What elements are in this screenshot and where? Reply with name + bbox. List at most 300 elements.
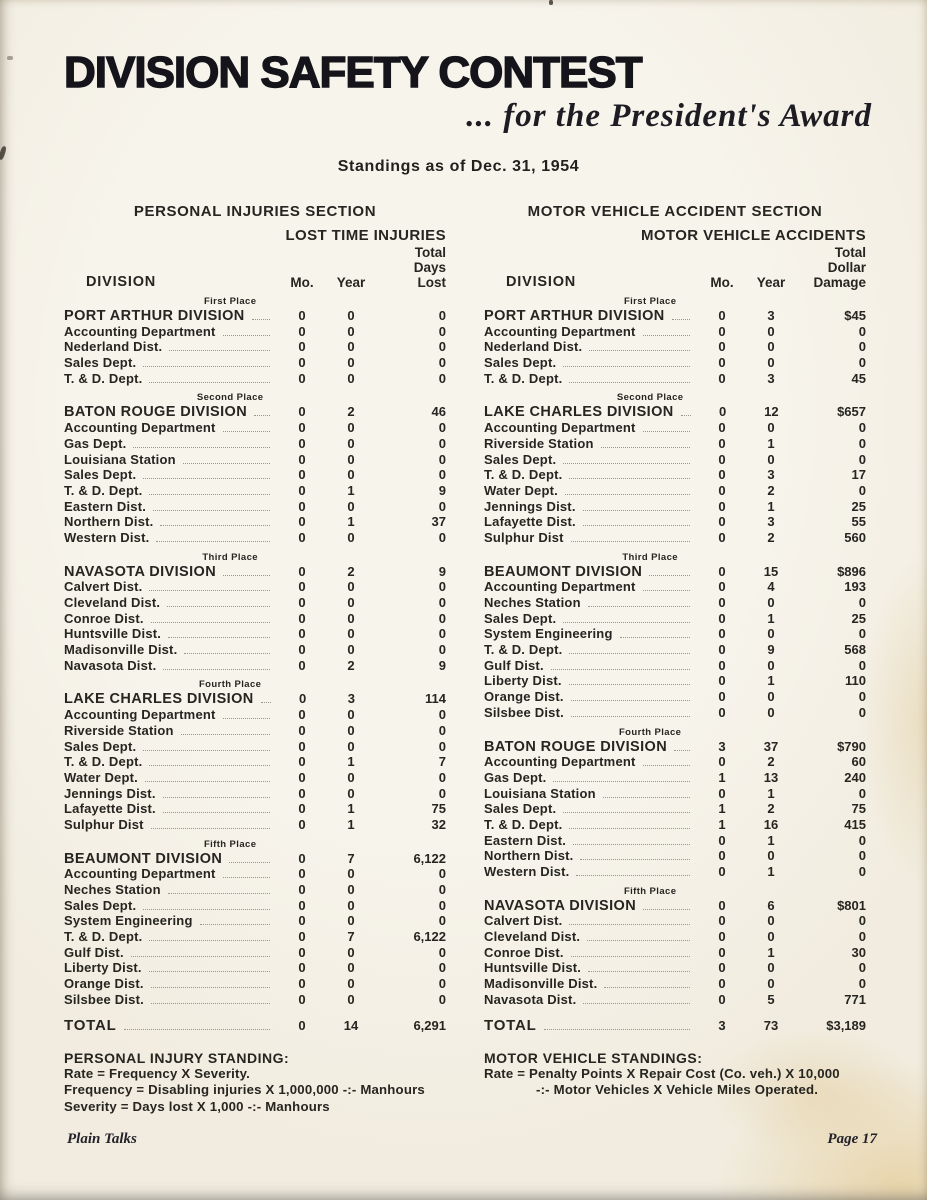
department-name: Accounting Department [64, 707, 216, 723]
department-name: Eastern Dist. [64, 498, 147, 514]
table-row [64, 992, 446, 1008]
total-value: 25 [851, 498, 866, 514]
table-row [64, 579, 446, 595]
table-row [484, 976, 866, 992]
dotted-leader [563, 812, 690, 813]
year-column-header: Year [756, 275, 786, 290]
total-value: 0 [438, 435, 446, 451]
measure-title: MOTOR VEHICLE ACCIDENTS [640, 227, 866, 244]
total-value: 55 [851, 514, 866, 530]
total-value: 0 [438, 913, 446, 929]
table-row [484, 673, 866, 689]
dotted-leader [569, 684, 690, 685]
dotted-leader [620, 637, 690, 638]
year-value: 3 [767, 370, 775, 386]
month-value: 0 [718, 435, 726, 451]
total-row [484, 1017, 866, 1035]
place-label: First Place [623, 296, 677, 307]
year-value: 0 [347, 944, 355, 960]
month-value: 3 [718, 738, 726, 754]
year-value: 1 [767, 610, 775, 626]
table-row [64, 404, 446, 420]
table-row [484, 642, 866, 658]
total-value: 0 [438, 707, 446, 723]
dotted-leader [163, 669, 270, 670]
total-value: 0 [858, 435, 866, 451]
table-row [484, 564, 866, 580]
table-row [64, 929, 446, 945]
department-name: Sales Dept. [64, 897, 137, 913]
year-value: 15 [763, 563, 779, 579]
total-value: 32 [431, 816, 446, 832]
total-value: 0 [438, 323, 446, 339]
table-row [484, 929, 866, 945]
department-name: Eastern Dist. [484, 832, 567, 848]
month-value: 0 [298, 1017, 306, 1033]
table-row [484, 530, 866, 546]
year-value: 6 [767, 897, 775, 913]
year-value: 73 [763, 1017, 779, 1033]
dotted-leader [563, 366, 690, 367]
table-row [64, 642, 446, 658]
department-name: Silsbee Dist. [484, 704, 564, 720]
year-value: 14 [343, 1017, 359, 1033]
place-group [484, 552, 866, 721]
dotted-leader [643, 431, 690, 432]
dotted-leader [569, 653, 690, 654]
year-value: 0 [347, 913, 355, 929]
month-value: 0 [718, 514, 726, 530]
month-value: 0 [718, 785, 726, 801]
month-value: 0 [298, 816, 306, 832]
year-value: 0 [767, 355, 775, 371]
month-value: 0 [298, 308, 306, 323]
department-name: Accounting Department [484, 420, 636, 436]
total-value: 771 [844, 991, 866, 1007]
department-name: Water Dept. [484, 482, 558, 498]
month-value: 1 [718, 801, 726, 817]
dotted-leader [143, 366, 270, 367]
place-label: Second Place [196, 392, 264, 404]
table-row [64, 452, 446, 468]
department-name: Liberty Dist. [484, 673, 562, 689]
year-value: 4 [767, 579, 775, 595]
table-row [484, 626, 866, 642]
month-value: 0 [298, 339, 306, 355]
department-name: T. & D. Dept. [64, 370, 143, 386]
table-row [484, 308, 866, 324]
year-value: 0 [767, 848, 775, 864]
dotted-leader [229, 862, 270, 863]
dotted-leader [200, 924, 270, 925]
table-row [484, 705, 866, 721]
department-name: Neches Station [64, 882, 161, 897]
total-value: 9 [438, 657, 446, 673]
dotted-leader [565, 494, 690, 495]
place-group [484, 727, 866, 880]
year-value: 2 [767, 801, 775, 817]
table-row [484, 404, 866, 420]
year-value: 2 [347, 563, 355, 579]
table-row [484, 595, 866, 611]
department-name: Orange Dist. [64, 976, 144, 992]
table-row [484, 611, 866, 627]
month-value: 0 [298, 722, 306, 738]
year-value: 0 [347, 707, 355, 723]
month-value: 0 [718, 944, 726, 960]
dotted-leader [168, 893, 270, 894]
dotted-leader [601, 447, 690, 448]
table-row [64, 467, 446, 483]
dotted-leader [571, 716, 690, 717]
dotted-leader [569, 828, 690, 829]
department-name: Riverside Station [484, 435, 594, 451]
table-row [64, 420, 446, 436]
table-row [484, 689, 866, 705]
table-row [484, 913, 866, 929]
table-row [484, 801, 866, 817]
month-value: 0 [298, 929, 306, 945]
total-value: 0 [438, 944, 446, 960]
page-number: Page 17 [827, 1131, 877, 1147]
division-name: NAVASOTA DIVISION [64, 563, 217, 580]
place-group [64, 839, 446, 1008]
total-value: 0 [438, 420, 446, 436]
department-name: Accounting Department [484, 579, 636, 595]
month-value: 0 [298, 882, 306, 897]
year-value: 0 [347, 339, 355, 355]
month-value: 0 [718, 913, 726, 929]
year-value: 12 [764, 404, 779, 420]
formula-line: Rate = Penalty Points X Repair Cost (Co. veh.) X 10,000 [484, 1065, 840, 1081]
table-row [484, 452, 866, 468]
total-value: 0 [858, 848, 866, 864]
total-value: 0 [858, 626, 866, 642]
place-label: Third Place [202, 551, 258, 563]
dotted-leader [571, 956, 690, 957]
total-value: 0 [438, 960, 446, 976]
motor-vehicle-column [484, 203, 866, 1099]
department-name: Sales Dept. [484, 801, 557, 817]
year-value: 0 [347, 897, 355, 913]
month-value: 0 [298, 626, 306, 642]
department-name: Calvert Dist. [484, 913, 563, 929]
dotted-leader [156, 541, 270, 542]
dotted-leader [223, 877, 270, 878]
month-value: 0 [718, 929, 726, 945]
department-name: Orange Dist. [484, 689, 564, 705]
table-row [64, 355, 446, 371]
month-value: 0 [298, 370, 306, 386]
division-name: LAKE CHARLES DIVISION [484, 404, 674, 421]
year-value: 1 [767, 785, 775, 801]
dotted-leader [149, 971, 270, 972]
department-name: Calvert Dist. [64, 579, 143, 595]
dotted-leader [571, 700, 690, 701]
place-group [484, 392, 866, 545]
division-name: BEAUMONT DIVISION [484, 563, 643, 580]
month-value: 0 [298, 991, 306, 1007]
total-value: 0 [858, 976, 866, 992]
table-row [484, 848, 866, 864]
department-name: Nederland Dist. [64, 339, 163, 355]
month-value: 0 [718, 642, 726, 658]
dotted-leader [149, 590, 270, 591]
motor-vehicle-table [484, 296, 866, 1035]
dotted-leader [149, 382, 270, 383]
personal-injuries-table [64, 296, 446, 1035]
department-name: Sales Dept. [484, 451, 557, 467]
total-value: 17 [851, 467, 866, 483]
dotted-leader [643, 590, 690, 591]
personal-injuries-column [64, 203, 446, 1115]
year-value: 1 [347, 482, 355, 498]
table-row [484, 483, 866, 499]
dotted-leader [569, 924, 690, 925]
year-value: 0 [347, 976, 355, 992]
total-value: 0 [858, 913, 866, 929]
year-value: 7 [347, 850, 355, 866]
month-value: 0 [718, 420, 726, 436]
total-value: 75 [851, 801, 866, 817]
dotted-leader [160, 525, 270, 526]
dotted-leader [223, 718, 270, 719]
year-value: 1 [347, 514, 355, 530]
year-value: 3 [767, 467, 775, 483]
month-value: 0 [718, 991, 726, 1007]
dotted-leader [589, 350, 690, 351]
month-value: 0 [718, 451, 726, 467]
division-name: BEAUMONT DIVISION [64, 850, 223, 867]
department-name: System Engineering [64, 913, 193, 929]
dotted-leader [169, 350, 270, 351]
dotted-leader [223, 575, 270, 576]
department-name: Huntsville Dist. [64, 626, 162, 642]
dotted-leader [143, 478, 270, 479]
year-value: 9 [767, 642, 775, 658]
year-value: 2 [347, 404, 355, 420]
month-value: 1 [718, 769, 726, 785]
year-value: 0 [767, 704, 775, 720]
dotted-leader [261, 702, 271, 703]
division-name: TOTAL [64, 1016, 117, 1034]
table-row [484, 355, 866, 371]
total-value: 6,291 [413, 1017, 446, 1033]
table-row [484, 436, 866, 452]
month-value: 0 [298, 451, 306, 467]
table-row [484, 898, 866, 914]
year-value: 0 [347, 769, 355, 785]
dotted-leader [643, 335, 690, 336]
year-value: 0 [347, 435, 355, 451]
department-name: Sales Dept. [484, 355, 557, 371]
department-name: Western Dist. [484, 864, 570, 879]
department-name: T. & D. Dept. [64, 754, 143, 770]
table-row [64, 483, 446, 499]
month-column-header: Mo. [290, 275, 314, 290]
total-value: $896 [837, 563, 866, 579]
total-value: 0 [858, 864, 866, 879]
table-row [64, 691, 446, 707]
total-value: 0 [858, 832, 866, 848]
department-name: Nederland Dist. [484, 339, 583, 355]
month-value: 0 [718, 848, 726, 864]
department-name: T. & D. Dept. [64, 929, 143, 945]
total-value: 415 [844, 816, 866, 832]
month-value: 3 [718, 1017, 726, 1033]
table-row [484, 420, 866, 436]
department-name: Sulphur Dist [64, 816, 144, 832]
total-value: 0 [438, 785, 446, 801]
department-name: Louisiana Station [64, 451, 176, 467]
formula-line: Rate = Frequency X Severity. [64, 1065, 251, 1081]
dotted-leader [145, 781, 270, 782]
department-name: T. & D. Dept. [64, 482, 143, 498]
dotted-leader [252, 319, 270, 320]
total-value: 0 [858, 595, 866, 610]
year-value: 7 [347, 929, 355, 945]
dotted-leader [181, 734, 270, 735]
total-value: 0 [438, 991, 446, 1007]
year-value: 0 [767, 339, 775, 355]
month-value: 0 [298, 897, 306, 913]
total-value: 0 [858, 451, 866, 467]
dotted-leader [643, 765, 690, 766]
dotted-leader [583, 525, 690, 526]
dotted-leader [151, 622, 270, 623]
month-value: 0 [298, 610, 306, 626]
month-value: 0 [718, 657, 726, 673]
year-value: 2 [347, 657, 355, 673]
table-row [64, 817, 446, 833]
table-row [64, 658, 446, 674]
department-name: Lafayette Dist. [64, 801, 156, 817]
department-name: Sales Dept. [64, 738, 137, 754]
year-value: 3 [767, 308, 775, 323]
month-value: 0 [718, 832, 726, 848]
year-value: 0 [767, 657, 775, 673]
year-value: 0 [347, 467, 355, 483]
total-value: 0 [438, 467, 446, 483]
year-value: 0 [767, 451, 775, 467]
dotted-leader [583, 1003, 690, 1004]
month-value: 0 [718, 355, 726, 371]
year-value: 0 [347, 626, 355, 642]
year-value: 1 [767, 673, 775, 689]
year-value: 0 [767, 420, 775, 436]
month-value: 0 [718, 579, 726, 595]
dotted-leader [580, 859, 690, 860]
dotted-leader [603, 797, 690, 798]
division-column-header: DIVISION [86, 274, 157, 290]
place-label: Third Place [622, 551, 678, 563]
month-value: 0 [298, 785, 306, 801]
table-row [64, 324, 446, 340]
month-value: 0 [718, 339, 726, 355]
total-value: 0 [858, 785, 866, 801]
notes-heading: MOTOR VEHICLE STANDINGS: [484, 1049, 703, 1066]
total-value: 114 [425, 691, 446, 707]
department-name: Navasota Dist. [64, 657, 157, 673]
dotted-leader [223, 431, 270, 432]
dotted-leader [163, 797, 270, 798]
total-value: 0 [438, 529, 446, 545]
total-value: 9 [438, 563, 446, 579]
month-value: 0 [718, 689, 726, 705]
year-value: 0 [347, 370, 355, 386]
table-row [64, 976, 446, 992]
year-value: 0 [767, 976, 775, 992]
table-row [484, 833, 866, 849]
month-value: 0 [298, 579, 306, 595]
dotted-leader [167, 606, 270, 607]
total-value: 240 [844, 769, 866, 785]
department-name: Accounting Department [484, 754, 636, 770]
total-value: $657 [837, 404, 866, 420]
table-row [64, 898, 446, 914]
total-value: 0 [438, 355, 446, 371]
place-label: Second Place [616, 392, 684, 404]
month-value: 0 [298, 850, 306, 866]
table-row [64, 913, 446, 929]
year-value: 1 [767, 832, 775, 848]
year-value: 0 [347, 882, 355, 897]
month-value: 0 [718, 754, 726, 770]
department-name: Lafayette Dist. [484, 514, 576, 530]
department-name: Madisonville Dist. [64, 642, 178, 658]
dotted-leader [153, 510, 270, 511]
table-row [484, 514, 866, 530]
table-row [64, 866, 446, 882]
dotted-leader [587, 940, 690, 941]
table-row [484, 658, 866, 674]
total-value: 0 [438, 866, 446, 882]
dotted-leader [672, 319, 690, 320]
place-label: Fourth Place [618, 726, 682, 738]
total-value: $801 [837, 897, 866, 913]
year-value: 0 [347, 722, 355, 738]
table-row [484, 992, 866, 1008]
department-name: Liberty Dist. [64, 960, 142, 976]
total-value: 0 [438, 498, 446, 514]
dotted-leader [124, 1029, 270, 1030]
department-name: Silsbee Dist. [64, 991, 144, 1007]
month-value: 0 [718, 626, 726, 642]
table-row [64, 754, 446, 770]
month-value: 0 [298, 801, 306, 817]
month-value: 0 [298, 467, 306, 483]
month-value: 0 [298, 738, 306, 754]
dotted-leader [588, 606, 690, 607]
department-name: Louisiana Station [484, 785, 596, 801]
division-name: BATON ROUGE DIVISION [484, 738, 668, 755]
total-value: 0 [438, 722, 446, 738]
total-value: 560 [844, 529, 866, 545]
place-group [64, 392, 446, 545]
table-row [64, 436, 446, 452]
dotted-leader [553, 781, 690, 782]
total-value: 0 [858, 323, 866, 339]
department-name: Accounting Department [64, 420, 216, 436]
dotted-leader [151, 987, 270, 988]
year-value: 0 [767, 689, 775, 705]
month-value: 0 [718, 404, 727, 420]
year-value: 1 [767, 498, 775, 514]
month-value: 0 [298, 482, 306, 498]
table-row [484, 960, 866, 976]
year-value: 0 [347, 738, 355, 754]
table-row [484, 499, 866, 515]
